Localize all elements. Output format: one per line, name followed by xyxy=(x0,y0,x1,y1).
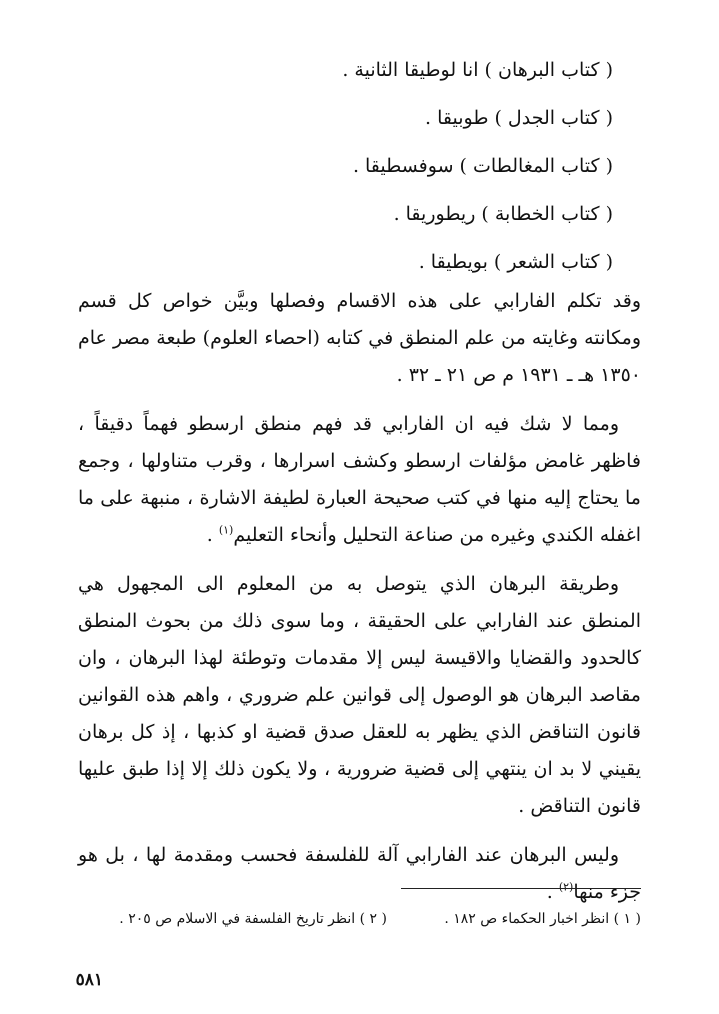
paragraph-tail: . xyxy=(546,881,559,903)
footnote: ( ١ ) انظر اخبار الحكماء ص ١٨٢ . xyxy=(444,911,641,927)
book-list-item: ( كتاب الخطابة ) ريطوريقا . xyxy=(393,203,613,225)
paragraph-text: وطريقة البرهان الذي يتوصل به من المعلوم الى المجهول هي المنطق عند الفارابي على الحقيقة ، وما سوى ذلك من بحوث المنطق كالحدود والقضايا والاقيسة ليس إلا مقدمات وتوطئة لهذا البرهان ، وان مقاصد البرهان هو الوصول إلى قوانين علم ضروري ، واهم هذه القوانين قانون التناقض الذي يظهر به للعقل صدق قضية او كذبها ، إذ كل برهان يقيني لا بد ان ينتهي إلى قضية ضرورية ، ولا يكون ذلك إلا إذا طبق عليها قانون التناقض . xyxy=(78,573,641,817)
body-text xyxy=(78,283,641,923)
book-list-item: ( كتاب البرهان ) انا لوطيقا الثانية . xyxy=(342,59,613,81)
paragraph-tail: . xyxy=(206,524,219,546)
paragraph xyxy=(78,283,641,394)
paragraph-text: ومما لا شك فيه ان الفارابي قد فهم منطق ارسطو فهماً دقيقاً ، فاظهر غامض مؤلفات ارسطو وكشف اسرارها ، وقرب متناولها ، وجمع ما يحتاج إليه منها في كتب صحيحة العبارة لطيفة الاشارة ، منبهة على ما اغفله الكندي وغيره من صناعة التحليل وأنحاء التعليم xyxy=(78,413,641,546)
paragraph xyxy=(78,566,641,825)
paragraph-text: وقد تكلم الفارابي على هذه الاقسام وفصلها وبيَّن خواص كل قسم ومكانته وغايته من علم المنطق في كتابه (احصاء العلوم) طبعة مصر عام ١٣٥٠ هـ ـ ١٩٣١ م ص ٢١ ـ ٣٢ . xyxy=(78,290,641,386)
footnote-divider xyxy=(401,888,641,889)
footnote: ( ٢ ) انظر تاريخ الفلسفة في الاسلام ص ٢٠٥ . xyxy=(119,911,387,927)
paragraph xyxy=(78,406,641,554)
book-list-item: ( كتاب المغالطات ) سوفسطيقا . xyxy=(352,155,613,177)
book-list-item: ( كتاب الجدل ) طوبيقا . xyxy=(425,107,613,129)
page-number: ٥٨١ xyxy=(75,970,103,990)
book-list xyxy=(93,46,613,286)
footnote-marker: (١) xyxy=(218,523,234,537)
book-list-item: ( كتاب الشعر ) بويطيقا . xyxy=(418,251,613,273)
paragraph-text: وليس البرهان عند الفارابي آلة للفلسفة فحسب ومقدمة لها ، بل هو جزء منها xyxy=(78,844,641,903)
footnote-marker: (٢) xyxy=(558,880,574,894)
paragraph xyxy=(78,837,641,911)
